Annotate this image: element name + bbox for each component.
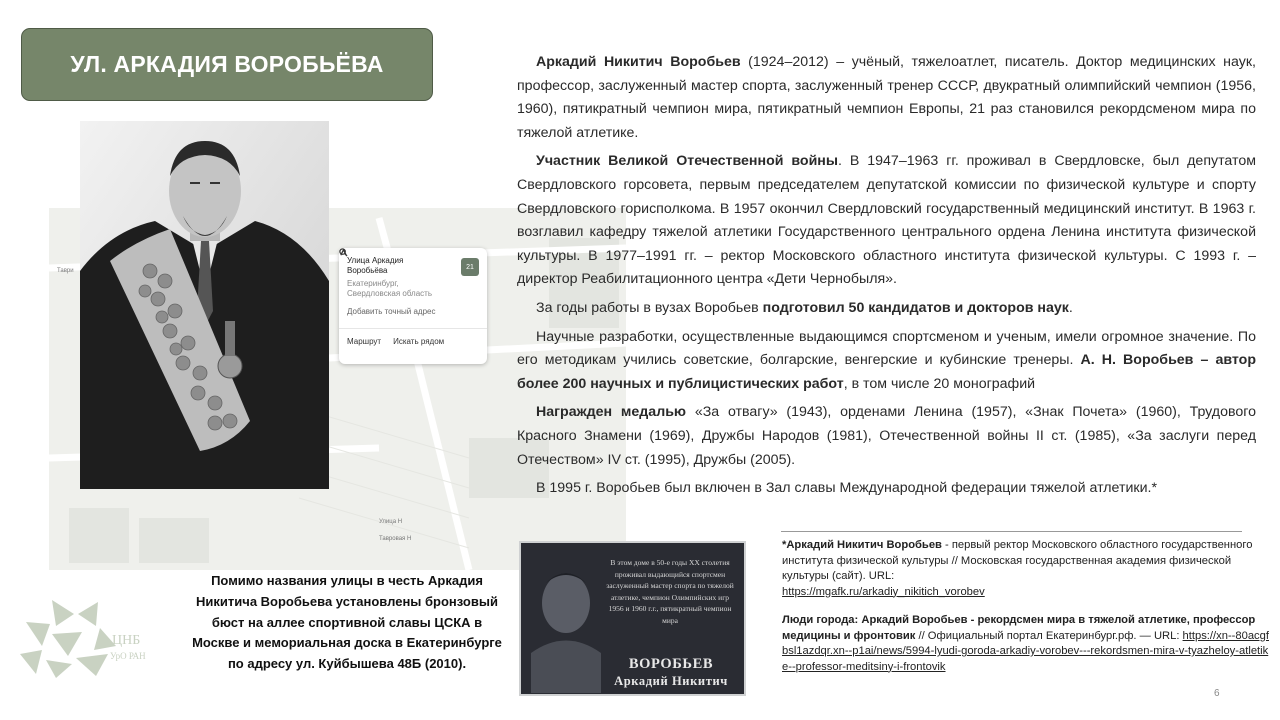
sources-divider — [781, 531, 1242, 532]
bio-highlight: Награжден медалью — [536, 404, 687, 421]
bio-text: , в том числе 20 монографий — [843, 375, 1036, 392]
map-place-card — [339, 248, 487, 364]
source-item — [782, 613, 1272, 675]
map-badge: 21 — [461, 258, 479, 276]
source-text: - первый ректор Московского областного государственного института физической культуры // Московская государственная академия физической культуры (сайт). URL: — [782, 539, 1253, 582]
slide-title: УЛ. АРКАДИЯ ВОРОБЬЁВА — [21, 28, 433, 101]
bio-paragraph — [517, 477, 1256, 501]
bio-paragraph — [517, 297, 1256, 321]
map-street-name: Улица Аркадия Воробьёва — [347, 256, 404, 275]
bio-text: В 1995 г. Воробьев был включен в Зал славы Международной федерации тяжелой атлетики.* — [536, 480, 1157, 497]
portrait-drawing — [80, 121, 329, 489]
source-item — [782, 538, 1272, 600]
bio-text: Научные разработки, осуществленные выдающимся спортсменом и ученым, имели огромное значение. По его методикам учились советские, болгарские, венгерские и кубинские тренеры. — [517, 328, 1256, 369]
bio-text: (1924–2012) – учёный, тяжелоатлет, писатель. Доктор медицинских наук, профессор, заслуженный мастер спорта, заслуженный тренер СССР, двукратный олимпийский чемпион (1956, 1960), пятикратный чемпион мира, пятикратный чемпион Европы, 21 раз становился рекордсменом мира по тяжелой атлетике. — [517, 54, 1256, 141]
source-title: *Аркадий Никитич Воробьев — [782, 539, 942, 551]
source-link[interactable]: https://xn--80acgfbsl1azdqr.xn--p1ai/news/5994-lyudi-goroda-arkadiy-vorobev---rekordsmen-mira-v-tyazheloy-atletike--professor-meditsiny-i-frontovik — [782, 629, 1269, 673]
bio-paragraph — [517, 150, 1256, 292]
plaque-text: В этом доме в 50-е годы XX столетия проживал выдающийся спортсмен заслуженный мастер спорта по тяжелой атлетике, чемпион Олимпийских игр 1956 и 1960 г.г., пятикратный чемпион мира — [606, 558, 734, 625]
bio-text: «За отвагу» (1943), орденами Ленина (1957), «Знак Почета» (1960), Трудового Красного Знамени (1969), Дружбы Народов (1981), Отечественной войны II ст. (1985), «За заслуги перед Отечеством» IV ст. (1995), Дружбы (2005). — [517, 404, 1256, 468]
map-road-label: Тавровая Н — [379, 536, 412, 542]
source-title: Люди города: Аркадий Воробьев - рекордсмен мира в тяжелой атлетике, профессор медицины и фронтовик — [782, 614, 1256, 642]
bio-text: За годы работы в вузах Воробьев — [536, 299, 763, 316]
bio-text: . В 1947–1963 гг. проживал в Свердловске, был депутатом Свердловского горсовета, первым председателем депутатской комиссии по физической культуре и спорту Свердловского горисполкома. В 1957 окончил Свердловский государственный медицинский институт. В 1963 г. возглавил кафедру тяжелой атлетики Государственного центрального ордена Ленина института физической культуры. В 1977–1991 гг. – ректор Московского областного института физической культуры. С 1993 г. – директор Реабилитационного центра «Дети Чернобыля». — [517, 153, 1256, 288]
plaque-name — [601, 656, 741, 690]
bio-paragraph — [517, 326, 1256, 397]
logo-emblem-icon — [12, 594, 167, 678]
biography-text — [517, 51, 1256, 506]
logo-text: ЦНБ — [112, 633, 141, 648]
plaque-given-names: Аркадий Никитич — [614, 674, 728, 688]
map-road-label: Улица Н — [379, 519, 403, 525]
map-route-action — [347, 337, 381, 346]
map-city: Екатеринбург, Свердловская область — [347, 279, 432, 298]
image-caption: Помимо названия улицы в честь Аркадия Никитича Воробьева установлены бронзовый бюст на аллее спортивной славы ЦСКА в Москве и мемориальная доска в Екатеринбурге по адресу ул. Куйбышева 48Б (2010). — [192, 573, 502, 672]
plaque-surname: ВОРОБЬЕВ — [628, 656, 714, 672]
bio-text: . — [1068, 299, 1073, 316]
map-actions — [347, 337, 479, 346]
search-icon — [339, 248, 348, 257]
cnb-logo — [12, 594, 167, 678]
map-nearby-label: Искать рядом — [393, 337, 445, 346]
source-link[interactable]: https://mgafk.ru/arkadiy_nikitich_vorobev — [782, 585, 985, 598]
memorial-plaque-photo — [519, 541, 746, 696]
page-number: 6 — [1214, 688, 1220, 699]
bio-highlight: А. Н. Воробьев – автор более 200 научных и публицистических работ — [517, 352, 1256, 392]
map-nearby-action — [393, 337, 444, 346]
bio-highlight: Участник Великой Отечественной войны — [536, 153, 838, 170]
portrait-photo — [80, 121, 329, 489]
source-text: // Официальный портал Екатеринбург.рф. — URL: — [915, 629, 1183, 642]
bio-paragraph — [517, 401, 1256, 472]
map-add-address: Добавить точный адрес — [347, 307, 436, 316]
map-route-label: Маршрут — [347, 337, 382, 346]
source-gap — [782, 600, 1272, 613]
logo-subtext: УрО РАН — [110, 651, 146, 661]
map-card-divider — [339, 328, 487, 329]
bio-highlight: подготовил 50 кандидатов и докторов наук — [762, 299, 1069, 316]
bio-name: Аркадий Никитич Воробьев — [536, 54, 741, 70]
bio-paragraph — [517, 51, 1256, 145]
map-road-label: Таври — [57, 268, 74, 274]
sources-block — [782, 538, 1272, 675]
